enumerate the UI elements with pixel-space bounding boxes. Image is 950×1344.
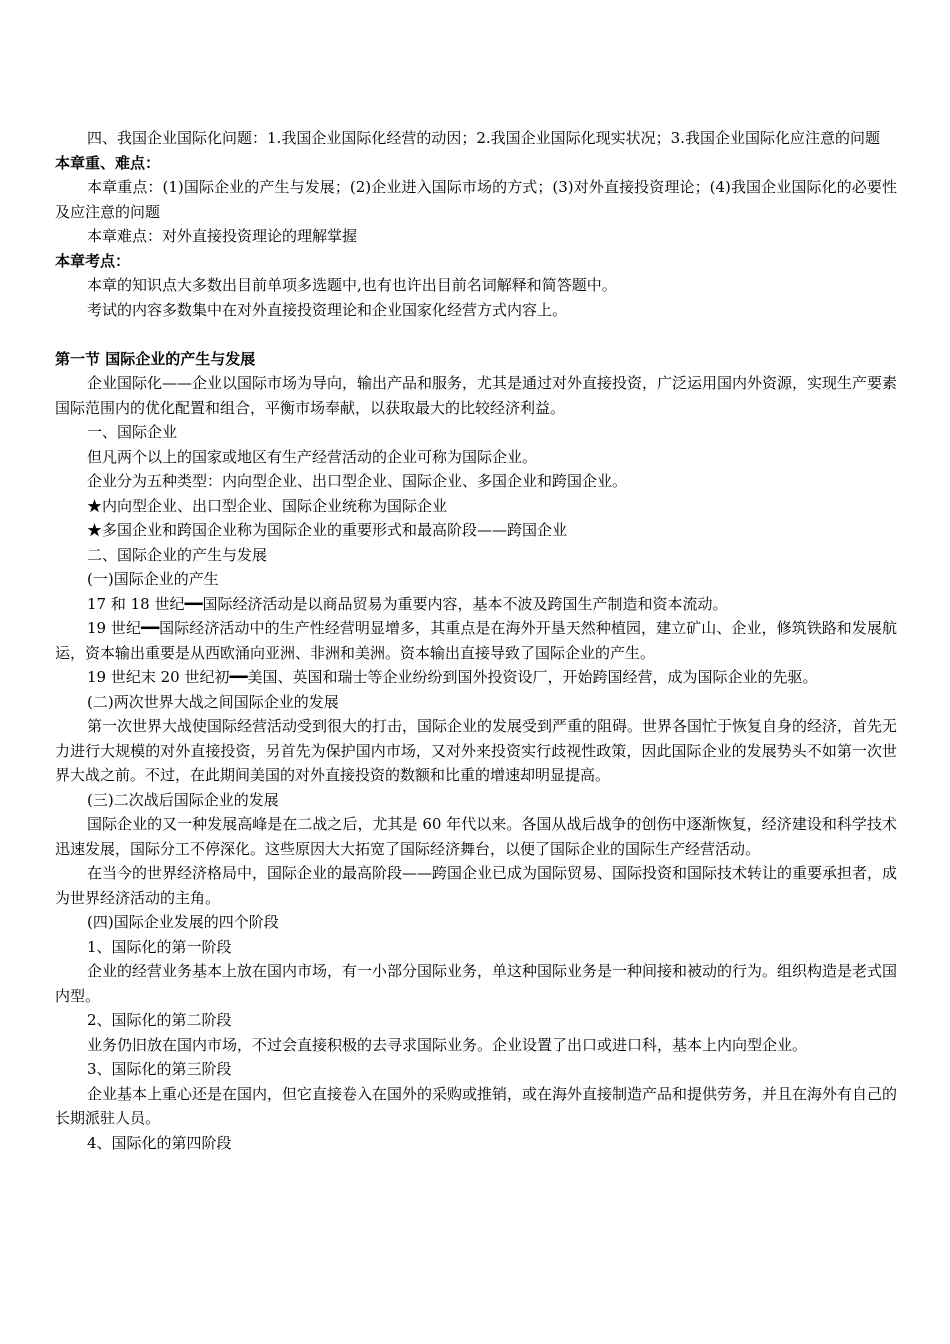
subsection-heading: 一、国际企业 bbox=[87, 423, 178, 441]
exam-points-heading: 本章考点： bbox=[55, 251, 131, 270]
section-paragraph: 17 和 18 世纪━━国际经济活动是以商品贸易为重要内容，基本不波及跨国生产制造和资本流动。 bbox=[87, 594, 728, 613]
section-paragraph: 企业国际化——企业以国际市场为导向，输出产品和服务，尤其是通过对外直接投资，广泛运用国内外资源，实现生产要素国际范围内的优化配置和组合，平衡市场奉献，以获取最大的比较经济利益。 bbox=[55, 374, 898, 417]
section-title: 第一节 国际企业的产生与发展 bbox=[55, 349, 256, 368]
subsection-heading: (一)国际企业的产生 bbox=[87, 570, 219, 588]
key-points-heading: 本章重、难点： bbox=[55, 153, 161, 172]
section-paragraph: 在当今的世界经济格局中，国际企业的最高阶段——跨国企业已成为国际贸易、国际投资和国际技术转让的重要承担者，成为世界经济活动的主角。 bbox=[55, 864, 898, 907]
section-paragraph: 第一次世界大战使国际经营活动受到很大的打击，国际企业的发展受到严重的阻碍。世界各国忙于恢复自身的经济，首先无力进行大规模的对外直接投资，另首先为保护国内市场，又对外来投资实行歧视性政策，因此国际企业的发展势头不如第一次世界大战之前。不过，在此期间美国的对外直接投资的数额和比重的增速却明显提高。 bbox=[55, 717, 898, 784]
star-bullet: ★内向型企业、出口型企业、国际企业统称为国际企业 bbox=[87, 496, 448, 515]
stage-heading: 3、国际化的第三阶段 bbox=[87, 1060, 232, 1078]
subsection-heading: (三)二次战后国际企业的发展 bbox=[87, 790, 279, 809]
section-paragraph: 企业分为五种类型：内向型企业、出口型企业、国际企业、多国企业和跨国企业。 bbox=[87, 472, 628, 490]
exam-points-paragraph: 考试的内容多数集中在对外直接投资理论和企业国家化经营方式内容上。 bbox=[87, 300, 568, 319]
subsection-heading: 二、国际企业的产生与发展 bbox=[87, 545, 268, 564]
stage-heading: 4、国际化的第四阶段 bbox=[87, 1133, 232, 1152]
star-bullet: ★多国企业和跨国企业称为国际企业的重要形式和最高阶段——跨国企业 bbox=[87, 521, 568, 539]
subsection-heading: (二)两次世界大战之间国际企业的发展 bbox=[87, 692, 339, 711]
subsection-heading: (四)国际企业发展的四个阶段 bbox=[87, 913, 279, 931]
section-paragraph: 19 世纪末 20 世纪初━━美国、英国和瑞士等企业纷纷到国外投资设厂，开始跨国经营，成为国际企业的先驱。 bbox=[87, 668, 818, 686]
key-points-difficulty: 本章难点：对外直接投资理论的理解掌握 bbox=[87, 227, 358, 245]
section-paragraph: 业务仍旧放在国内市场，不过会直接积极的去寻求国际业务。企业设置了出口或进口科，基本上内向型企业。 bbox=[87, 1035, 808, 1054]
section-paragraph: 19 世纪━━国际经济活动中的生产性经营明显增多，其重点是在海外开垦天然种植园，建立矿山、企业，修筑铁路和发展航运，资本输出重要是从西欧涌向亚洲、非洲和美洲。资本输出直接导致了国际企业的产生。 bbox=[55, 619, 897, 662]
section-paragraph: 企业基本上重心还是在国内，但它直接卷入在国外的采购或推销，或在海外直接制造产品和提供劳务，并且在海外有自己的长期派驻人员。 bbox=[55, 1084, 898, 1127]
stage-heading: 2、国际化的第二阶段 bbox=[87, 1011, 232, 1029]
intro-item-4: 四、我国企业国际化问题：1.我国企业国际化经营的动因；2.我国企业国际化现实状况；3.我国企业国际化应注意的问题 bbox=[87, 129, 880, 147]
section-paragraph: 企业的经营业务基本上放在国内市场，有一小部分国际业务，单这种国际业务是一种间接和被动的行为。组织构造是老式国内型。 bbox=[55, 962, 898, 1005]
section-paragraph: 国际企业的又一种发展高峰是在二战之后，尤其是 60 年代以来。各国从战后战争的创伤中逐渐恢复，经济建设和科学技术迅速发展，国际分工不停深化。这些原因大大拓宽了国际经济舞台，以便了国际企业的国际生产经营活动。 bbox=[55, 815, 897, 858]
exam-points-paragraph: 本章的知识点大多数出目前单项多选题中,也有也许出目前名词解释和简答题中。 bbox=[87, 276, 617, 294]
document-page bbox=[55, 126, 897, 1155]
key-points-focus: 本章重点：(1)国际企业的产生与发展；(2)企业进入国际市场的方式；(3)对外直接投资理论；(4)我国企业国际化的必要性及应注意的问题 bbox=[55, 178, 897, 221]
stage-heading: 1、国际化的第一阶段 bbox=[87, 937, 232, 956]
blank-line bbox=[55, 322, 897, 347]
section-paragraph: 但凡两个以上的国家或地区有生产经营活动的企业可称为国际企业。 bbox=[87, 447, 538, 466]
